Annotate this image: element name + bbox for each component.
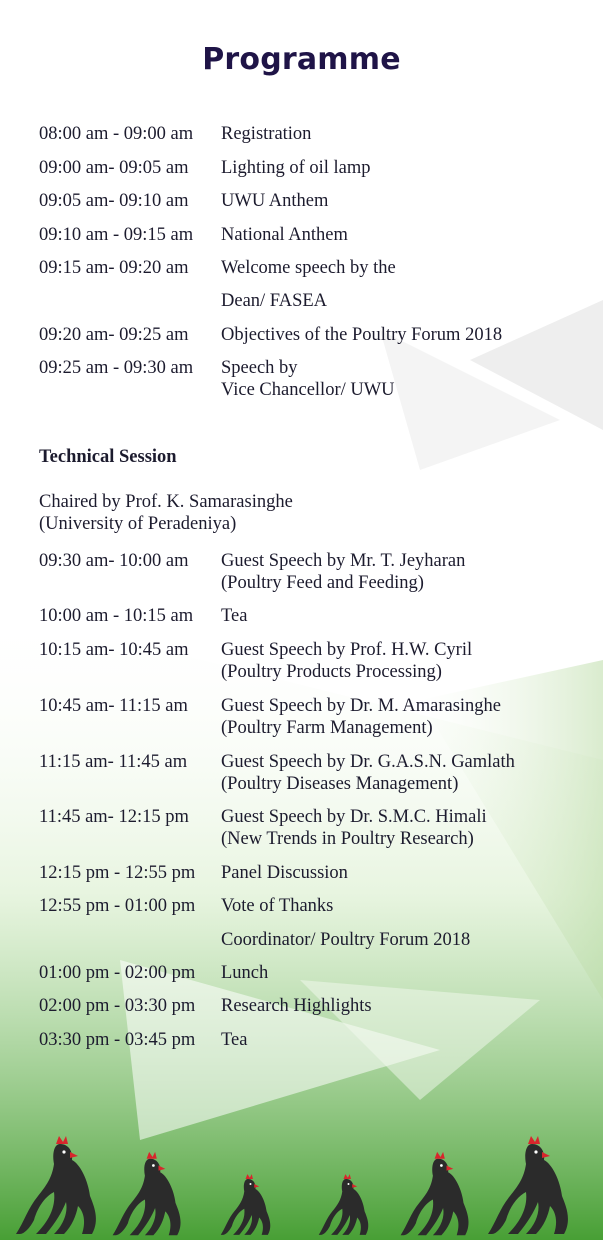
time-slot: 03:30 pm - 03:45 pm	[39, 1030, 196, 1050]
rooster-icon	[401, 1152, 469, 1235]
section-heading: Technical Session	[39, 447, 177, 467]
time-slot: 09:25 am - 09:30 am	[39, 358, 194, 378]
activity: UWU Anthem	[221, 191, 329, 211]
activity: Coordinator/ Poultry Forum 2018	[221, 930, 471, 950]
activity: Tea	[221, 1030, 248, 1050]
activity: Objectives of the Poultry Forum 2018	[221, 325, 503, 345]
time-slot: 12:55 pm - 01:00 pm	[39, 896, 196, 916]
rooster-decoration	[0, 1100, 603, 1240]
time-slot: 12:15 pm - 12:55 pm	[39, 863, 196, 883]
rooster-icon	[488, 1136, 568, 1234]
activity: Guest Speech by Prof. H.W. Cyril (Poultry Products Processing)	[221, 640, 473, 682]
activity: National Anthem	[221, 225, 348, 245]
time-slot: 10:45 am- 11:15 am	[39, 696, 188, 716]
time-slot: 01:00 pm - 02:00 pm	[39, 963, 196, 983]
time-slot: 02:00 pm - 03:30 pm	[39, 996, 196, 1016]
activity: Speech by Vice Chancellor/ UWU	[221, 358, 395, 400]
time-slot: 10:00 am - 10:15 am	[39, 606, 194, 626]
activity: Vote of Thanks	[221, 896, 334, 916]
time-slot: 11:15 am- 11:45 am	[39, 752, 188, 772]
activity: Guest Speech by Dr. M. Amarasinghe (Poultry Farm Management)	[221, 696, 502, 738]
time-slot: 09:00 am- 09:05 am	[39, 158, 189, 178]
rooster-icon	[319, 1174, 369, 1235]
page-title: Programme	[202, 42, 401, 77]
time-slot: 09:15 am- 09:20 am	[39, 258, 189, 278]
activity: Welcome speech by the	[221, 258, 396, 278]
activity: Tea	[221, 606, 248, 626]
rooster-icon	[221, 1174, 271, 1235]
session-chair: Chaired by Prof. K. Samarasinghe (University of Peradeniya)	[39, 492, 293, 534]
activity: Panel Discussion	[221, 863, 348, 883]
activity: Guest Speech by Mr. T. Jeyharan (Poultry Feed and Feeding)	[221, 551, 466, 593]
activity: Guest Speech by Dr. S.M.C. Himali (New Trends in Poultry Research)	[221, 807, 487, 849]
activity: Registration	[221, 124, 312, 144]
time-slot: 09:20 am- 09:25 am	[39, 325, 189, 345]
activity: Lunch	[221, 963, 269, 983]
rooster-icon	[16, 1136, 96, 1234]
time-slot: 09:10 am - 09:15 am	[39, 225, 194, 245]
activity: Lighting of oil lamp	[221, 158, 371, 178]
activity: Research Highlights	[221, 996, 372, 1016]
time-slot: 11:45 am- 12:15 pm	[39, 807, 189, 827]
time-slot: 09:05 am- 09:10 am	[39, 191, 189, 211]
activity: Dean/ FASEA	[221, 291, 328, 311]
time-slot: 08:00 am - 09:00 am	[39, 124, 194, 144]
activity: Guest Speech by Dr. G.A.S.N. Gamlath (Poultry Diseases Management)	[221, 752, 515, 794]
time-slot: 09:30 am- 10:00 am	[39, 551, 189, 571]
rooster-icon	[113, 1152, 181, 1235]
time-slot: 10:15 am- 10:45 am	[39, 640, 189, 660]
